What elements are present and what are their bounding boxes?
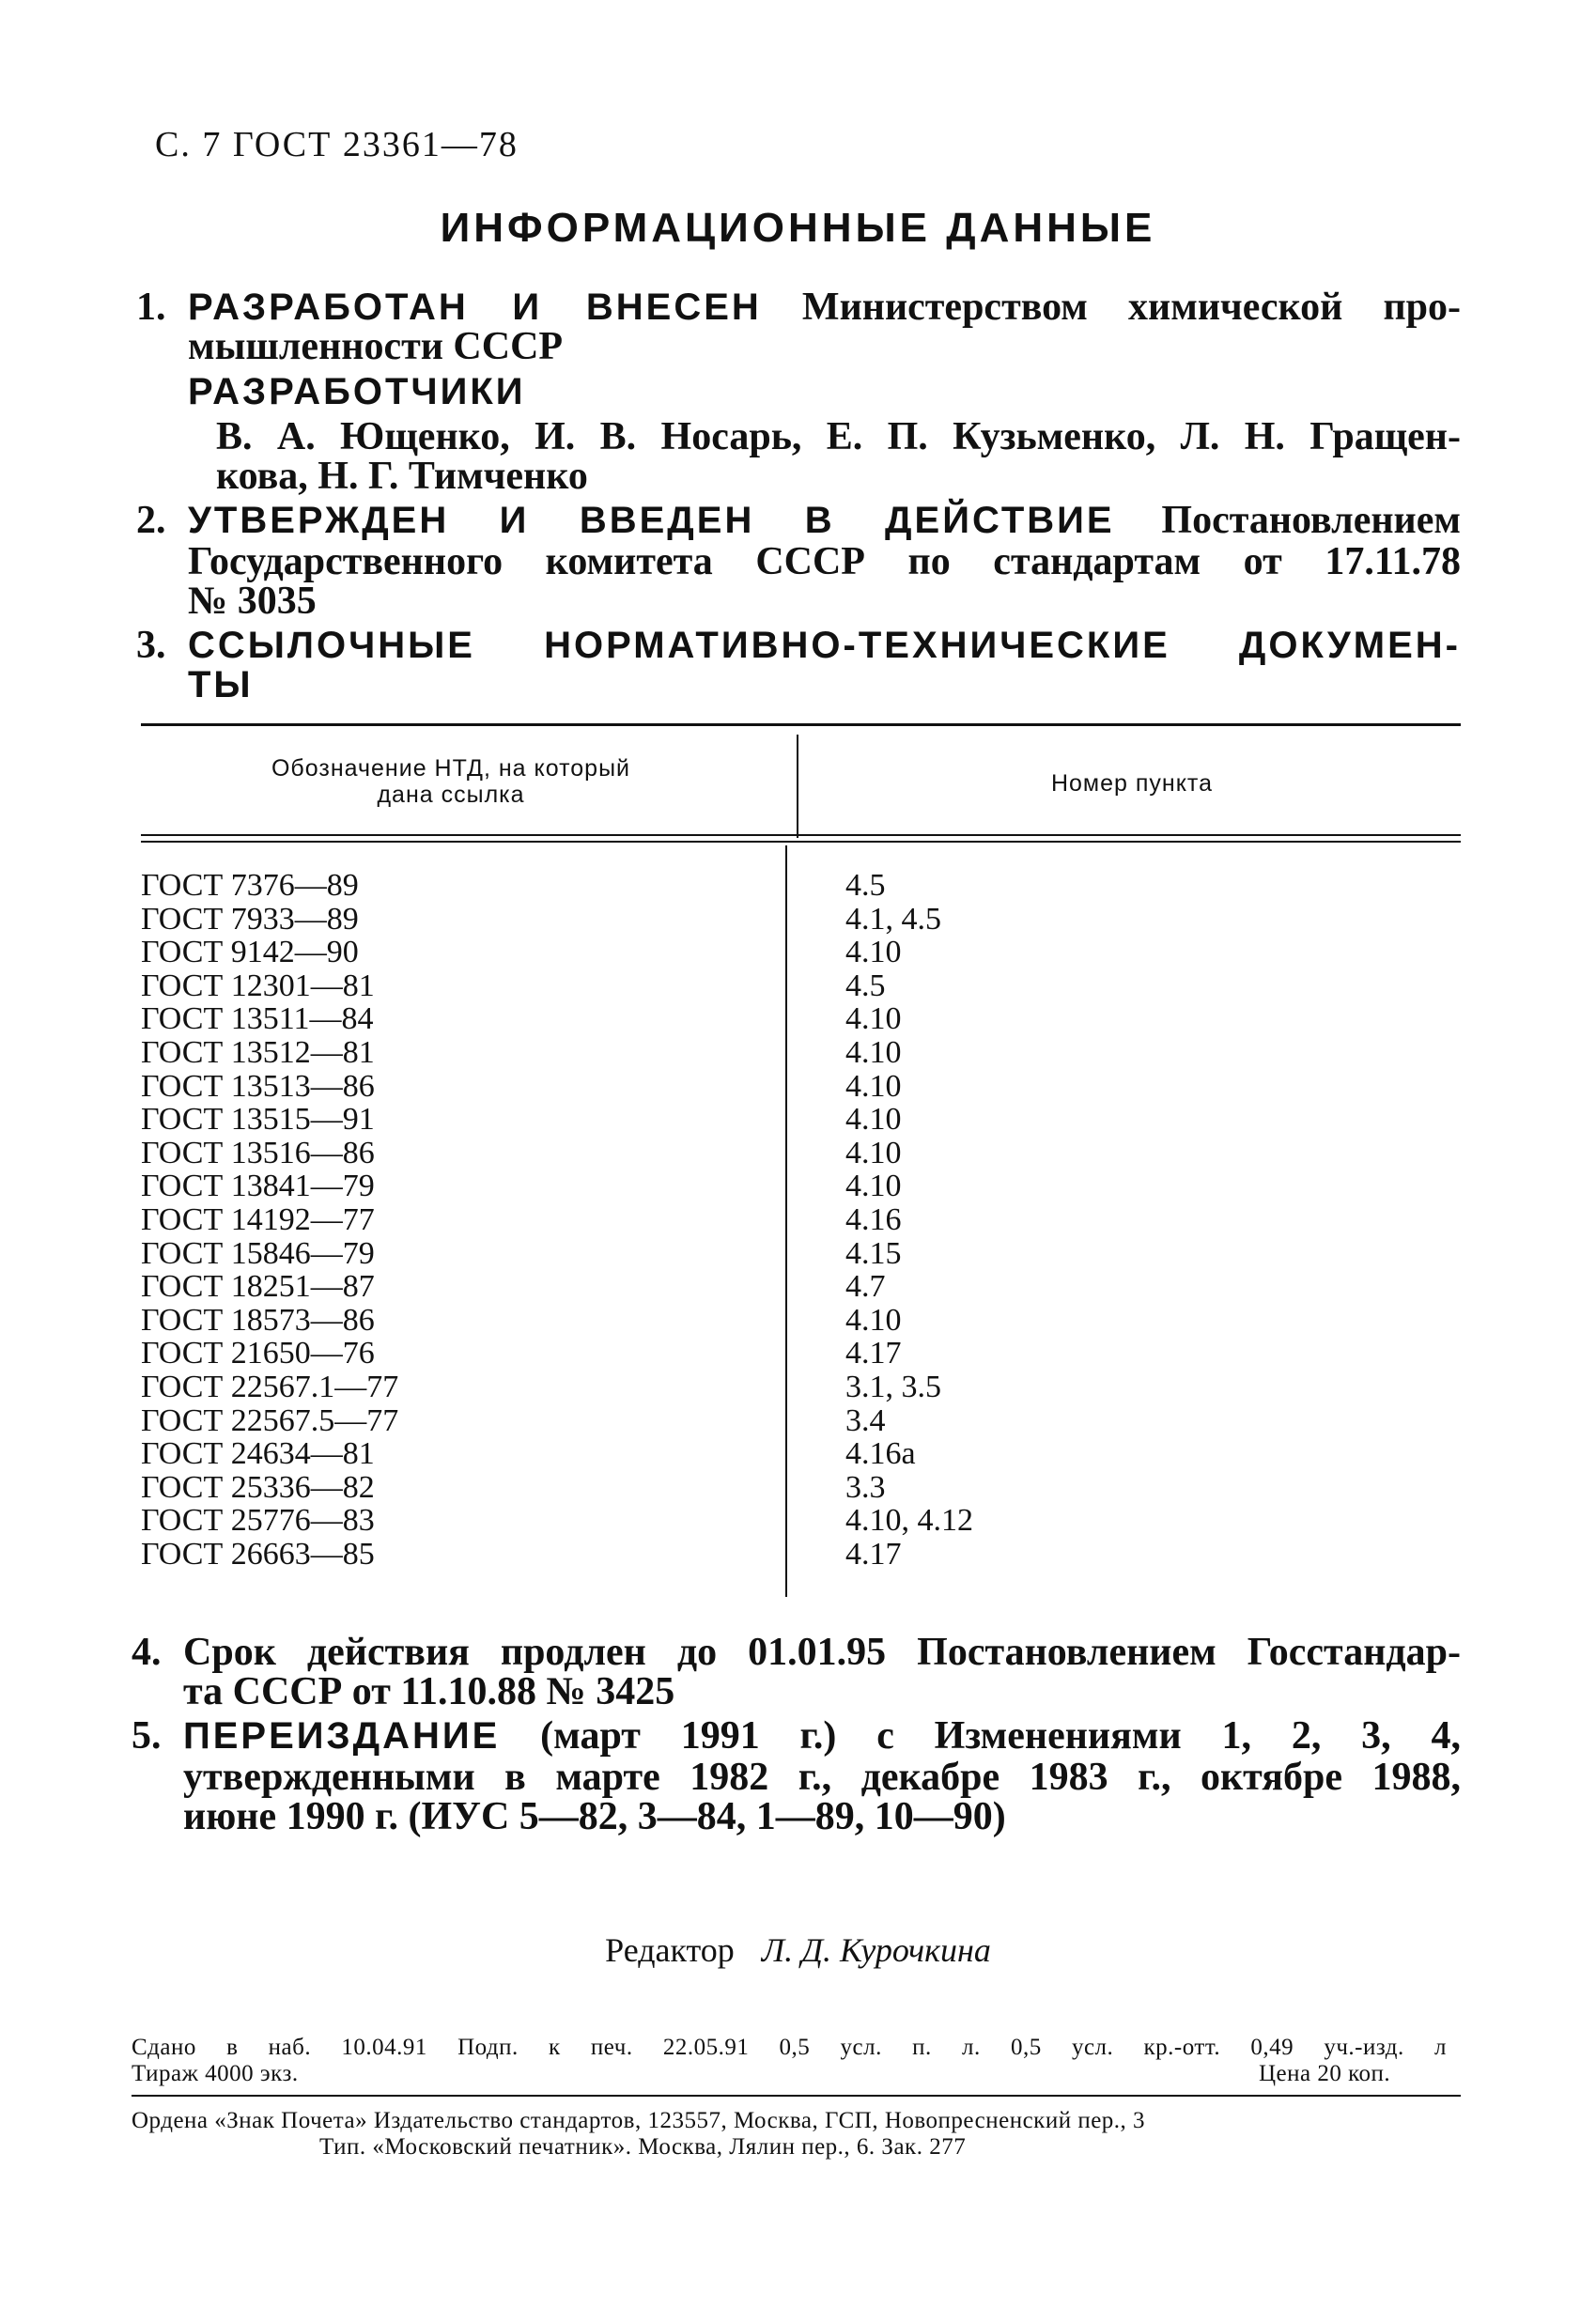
table-row-document: ГОСТ 13515—91 (141, 1102, 375, 1138)
table-row-document: ГОСТ 9142—90 (141, 935, 359, 970)
section-5 (132, 1713, 1461, 1845)
table-row-document: ГОСТ 18573—86 (141, 1302, 375, 1338)
table-header-rule-1 (141, 834, 1461, 836)
table-row-clause: 4.10, 4.12 (845, 1503, 973, 1539)
table-row-document: ГОСТ 7933—89 (141, 901, 359, 937)
section-4 (132, 1630, 1461, 1724)
section-2-line2: Государственного комитета СССР по стандартам от 17.11.78 (188, 540, 1461, 583)
table-row-document: ГОСТ 18251—87 (141, 1269, 375, 1305)
section-2-line1: Постановлением (1161, 499, 1461, 542)
section-5-line2: утвержденными в марте 1982 г., декабре 1983 г., октябре 1988, (183, 1756, 1461, 1799)
table-row-clause: 3.1, 3.5 (845, 1369, 941, 1404)
developers-line2: кова, Н. Г. Тимченко (216, 455, 588, 498)
section-3-number: 3. (136, 624, 166, 667)
table-row-clause: 3.3 (845, 1469, 886, 1505)
table-row-clause: 4.17 (845, 1536, 902, 1572)
imprint-circulation: Тираж 4000 экз. (132, 2061, 299, 2086)
section-2 (136, 498, 1461, 629)
table-row-document: ГОСТ 12301—81 (141, 968, 375, 1003)
section-5-caps: ПЕРЕИЗДАНИЕ (183, 1715, 501, 1757)
table-row-document: ГОСТ 24634—81 (141, 1436, 375, 1472)
section-5-line3: июне 1990 г. (ИУС 5—82, 3—84, 1—89, 10—90) (183, 1795, 1006, 1838)
table-row-document: ГОСТ 26663—85 (141, 1536, 375, 1572)
table-row-document: ГОСТ 13841—79 (141, 1169, 375, 1204)
clause-numbers-list (845, 869, 973, 1571)
table-row-clause: 4.10 (845, 935, 902, 970)
table-row-document: ГОСТ 13513—86 (141, 1068, 375, 1104)
section-2-number: 2. (136, 499, 166, 542)
developers-label: РАЗРАБОТЧИКИ (188, 371, 526, 412)
table-row-clause: 4.10 (845, 1034, 902, 1070)
table-row-document: ГОСТ 13512—81 (141, 1034, 375, 1070)
section-2-caps: УТВЕРЖДЕН И ВВЕДЕН В ДЕЙСТВИЕ (188, 500, 1115, 541)
section-4-line1: Срок действия продлен до 01.01.95 Постановлением Госстандар- (183, 1631, 1461, 1674)
table-header-rule-2 (141, 841, 1461, 843)
table-row-clause: 4.10 (845, 1102, 902, 1138)
table-row-document: ГОСТ 14192—77 (141, 1201, 375, 1237)
table-header-doc: Обозначение НТД, на который дана ссылка (271, 755, 631, 808)
table-row-clause: 4.10 (845, 1302, 902, 1338)
table-row-clause: 4.16 (845, 1201, 902, 1237)
section-1 (136, 285, 1461, 501)
reference-documents-list (141, 869, 398, 1571)
table-row-document: ГОСТ 21650—76 (141, 1336, 375, 1371)
table-row-clause: 4.1, 4.5 (845, 901, 941, 937)
section-4-number: 4. (132, 1631, 162, 1674)
table-row-clause: 4.5 (845, 868, 886, 903)
section-4-line2: та СССР от 11.10.88 № 3425 (183, 1670, 675, 1713)
table-header-point: Номер пункта (1050, 770, 1214, 797)
section-5-line1: (март 1991 г.) с Изменениями 1, 2, 3, 4, (540, 1714, 1461, 1758)
editor-name: Л. Д. Курочкина (761, 1931, 991, 1969)
section-2-line3: № 3035 (188, 580, 317, 623)
table-row-clause: 4.15 (845, 1235, 902, 1271)
page-title: ИНФОРМАЦИОННЫЕ ДАННЫЕ (440, 205, 1156, 251)
table-row-document: ГОСТ 25776—83 (141, 1503, 375, 1539)
table-row-clause: 4.7 (845, 1269, 886, 1305)
table-row-document: ГОСТ 13511—84 (141, 1001, 374, 1037)
table-row-document: ГОСТ 7376—89 (141, 868, 359, 903)
editor-line (0, 1930, 1596, 1970)
table-row-clause: 4.16а (845, 1436, 916, 1472)
table-row-clause: 4.10 (845, 1068, 902, 1104)
section-1-line1: Министерством химической про- (801, 286, 1461, 329)
table-top-rule (141, 723, 1461, 726)
table-row-document: ГОСТ 15846—79 (141, 1235, 375, 1271)
table-row-clause: 4.5 (845, 968, 886, 1003)
imprint-price: Цена 20 коп. (1259, 2061, 1391, 2086)
section-1-number: 1. (136, 286, 166, 329)
section-3-line1: ССЫЛОЧНЫЕ НОРМАТИВНО-ТЕХНИЧЕСКИЕ ДОКУМЕН- (188, 625, 1461, 666)
imprint-publisher: Ордена «Знак Почета» Издательство стандартов, 123557, Москва, ГСП, Новопресненский пер., 3 (132, 2108, 1146, 2133)
section-3-line2: ТЫ (188, 664, 254, 705)
table-row-document: ГОСТ 22567.5—77 (141, 1402, 399, 1438)
section-3 (136, 623, 1461, 717)
section-1-line2: мышленности СССР (188, 325, 564, 368)
section-1-caps: РАЗРАБОТАН И ВНЕСЕН (188, 287, 762, 328)
table-row-clause: 3.4 (845, 1402, 886, 1438)
page-header: С. 7 ГОСТ 23361—78 (155, 125, 519, 164)
imprint-rule (132, 2095, 1461, 2097)
table-row-document: ГОСТ 22567.1—77 (141, 1369, 399, 1404)
table-row-clause: 4.10 (845, 1001, 902, 1037)
developers-line1: В. А. Ющенко, И. В. Носарь, Е. П. Кузьменко, Л. Н. Гращен- (216, 415, 1461, 458)
table-row-clause: 4.10 (845, 1169, 902, 1204)
section-5-number: 5. (132, 1714, 162, 1758)
imprint-line1: Сдано в наб. 10.04.91 Подп. к печ. 22.05.91 0,5 усл. п. л. 0,5 усл. кр.-отт. 0,49 уч.-изд. л (132, 2035, 1447, 2060)
imprint-printer: Тип. «Московский печатник». Москва, Лялин пер., 6. Зак. 277 (319, 2134, 967, 2160)
table-row-clause: 4.10 (845, 1135, 902, 1170)
table-row-document: ГОСТ 13516—86 (141, 1135, 375, 1170)
table-row-document: ГОСТ 25336—82 (141, 1469, 375, 1505)
table-column-divider (785, 845, 787, 1597)
table-header-divider (797, 735, 798, 838)
table-row-clause: 4.17 (845, 1336, 902, 1371)
editor-label: Редактор (605, 1931, 735, 1969)
